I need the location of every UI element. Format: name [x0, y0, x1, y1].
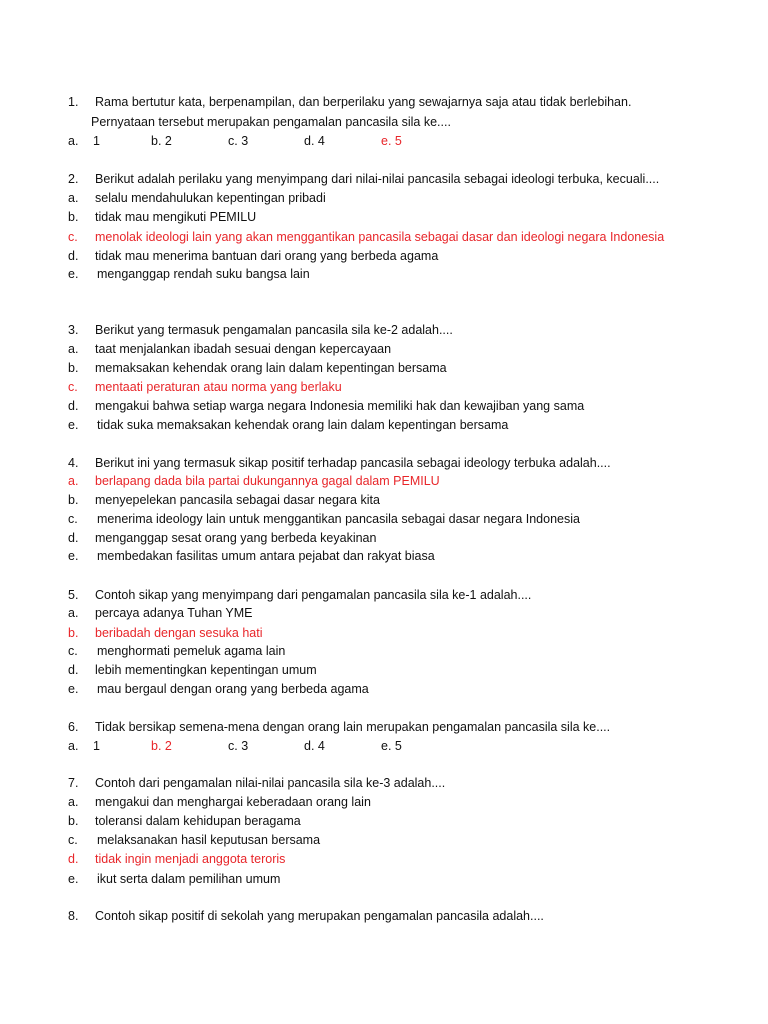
option-label: d. [68, 399, 79, 413]
option-text: memaksakan kehendak orang lain dalam kepentingan bersama [95, 361, 447, 375]
option-b: b. 2 [151, 134, 172, 148]
option-text: membedakan fasilitas umum antara pejabat dan rakyat biasa [97, 549, 435, 563]
option-label: d. [68, 852, 79, 866]
question-text-continued: Pernyataan tersebut merupakan pengamalan pancasila sila ke.... [91, 115, 451, 129]
option-text: mengakui bahwa setiap warga negara Indonesia memiliki hak dan kewajiban yang sama [95, 399, 585, 413]
option-text: menganggap rendah suku bangsa lain [97, 267, 310, 281]
question-number: 8. [68, 909, 79, 923]
option-label: b. [68, 361, 79, 375]
option-label: c. [68, 644, 78, 658]
option-label-a: a. [68, 739, 79, 753]
option-a: 1 [93, 134, 100, 148]
option-label: c. [68, 512, 78, 526]
option-label: e. [68, 549, 79, 563]
option-text: tidak mau mengikuti PEMILU [95, 210, 257, 224]
option-text: menghormati pemeluk agama lain [97, 644, 286, 658]
option-label: a. [68, 795, 79, 809]
option-e: e. 5 [381, 739, 402, 753]
question-text: Contoh sikap yang menyimpang dari pengamalan pancasila sila ke-1 adalah.... [95, 588, 532, 602]
option-label: a. [68, 342, 79, 356]
option-label: e. [68, 682, 79, 696]
option-label: a. [68, 191, 79, 205]
option-text: mau bergaul dengan orang yang berbeda agama [97, 682, 369, 696]
option-label: d. [68, 531, 79, 545]
option-text: tidak ingin menjadi anggota teroris [95, 852, 286, 866]
option-text: taat menjalankan ibadah sesuai dengan kepercayaan [95, 342, 392, 356]
option-text: toleransi dalam kehidupan beragama [95, 814, 301, 828]
option-label: a. [68, 606, 79, 620]
option-text: mengakui dan menghargai keberadaan orang lain [95, 795, 371, 809]
question-number: 5. [68, 588, 79, 602]
option-text: beribadah dengan sesuka hati [95, 626, 263, 640]
option-text: tidak mau menerima bantuan dari orang yang berbeda agama [95, 249, 439, 263]
question-text: Rama bertutur kata, berpenampilan, dan berperilaku yang sewajarnya saja atau tidak berlebihan. [95, 95, 632, 109]
question-number: 7. [68, 776, 79, 790]
question-text: Berikut ini yang termasuk sikap positif terhadap pancasila sebagai ideology terbuka adalah.... [95, 456, 611, 470]
option-label: b. [68, 493, 79, 507]
option-text: mentaati peraturan atau norma yang berlaku [95, 380, 342, 394]
option-label: c. [68, 230, 78, 244]
option-text: menolak ideologi lain yang akan menggantikan pancasila sebagai dasar dan ideologi negara Indonesia [95, 230, 665, 244]
option-label: d. [68, 663, 79, 677]
option-text: selalu mendahulukan kepentingan pribadi [95, 191, 326, 205]
option-label: e. [68, 418, 79, 432]
question-number: 4. [68, 456, 79, 470]
question-number: 6. [68, 720, 79, 734]
option-label: b. [68, 814, 79, 828]
option-c: c. 3 [228, 739, 249, 753]
question-number: 3. [68, 323, 79, 337]
option-label: e. [68, 872, 79, 886]
option-text: menerima ideology lain untuk menggantikan pancasila sebagai dasar negara Indonesia [97, 512, 580, 526]
option-d: d. 4 [304, 134, 325, 148]
option-text: lebih mementingkan kepentingan umum [95, 663, 317, 677]
question-text: Contoh dari pengamalan nilai-nilai pancasila sila ke-3 adalah.... [95, 776, 446, 790]
option-label-a: a. [68, 134, 79, 148]
option-label: e. [68, 267, 79, 281]
question-text: Berikut adalah perilaku yang menyimpang dari nilai-nilai pancasila sebagai ideologi terbuka, kecuali.... [95, 172, 660, 186]
option-e-answer: e. 5 [381, 134, 402, 148]
question-number: 1. [68, 95, 79, 109]
option-label: d. [68, 249, 79, 263]
option-text: tidak suka memaksakan kehendak orang lain dalam kepentingan bersama [97, 418, 509, 432]
option-b-answer: b. 2 [151, 739, 172, 753]
question-text: Contoh sikap positif di sekolah yang merupakan pengamalan pancasila adalah.... [95, 909, 544, 923]
option-label: a. [68, 474, 79, 488]
option-text: melaksanakan hasil keputusan bersama [97, 833, 321, 847]
question-text: Tidak bersikap semena-mena dengan orang lain merupakan pengamalan pancasila sila ke.... [95, 720, 611, 734]
option-label: c. [68, 833, 78, 847]
option-text: ikut serta dalam pemilihan umum [97, 872, 281, 886]
option-label: b. [68, 210, 79, 224]
question-number: 2. [68, 172, 79, 186]
option-label: b. [68, 626, 79, 640]
option-text: menyepelekan pancasila sebagai dasar negara kita [95, 493, 380, 507]
option-text: berlapang dada bila partai dukungannya gagal dalam PEMILU [95, 474, 440, 488]
option-d: d. 4 [304, 739, 325, 753]
option-c: c. 3 [228, 134, 249, 148]
option-label: c. [68, 380, 78, 394]
option-a: 1 [93, 739, 100, 753]
question-text: Berikut yang termasuk pengamalan pancasila sila ke-2 adalah.... [95, 323, 453, 337]
option-text: percaya adanya Tuhan YME [95, 606, 253, 620]
option-text: menganggap sesat orang yang berbeda keyakinan [95, 531, 377, 545]
